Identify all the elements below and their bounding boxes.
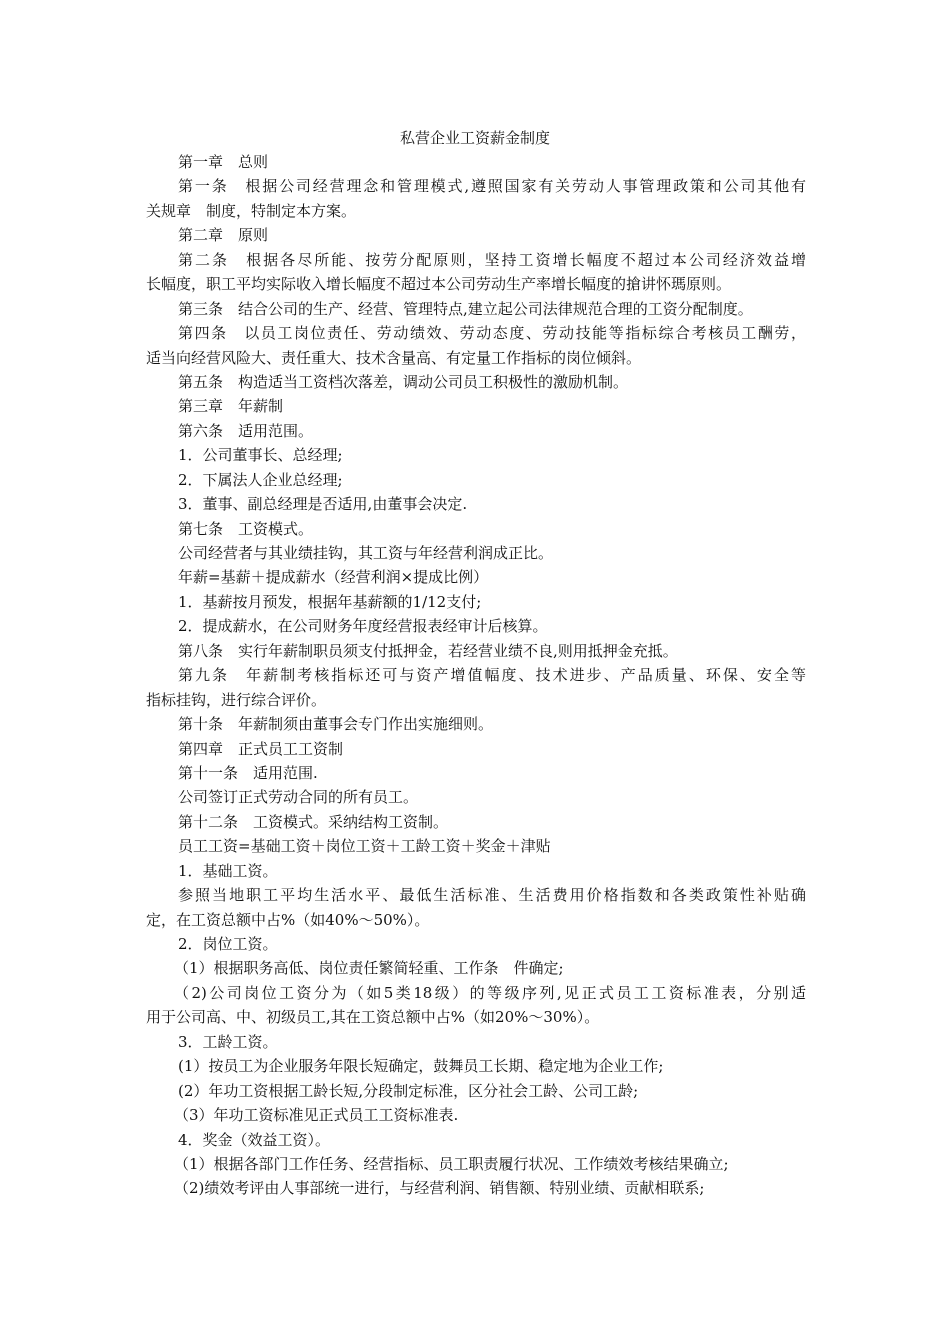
article-line: 第六条 适用范围。 (178, 421, 314, 440)
chapter-heading: 第三章 年薪制 (178, 397, 284, 416)
list-item: 2．岗位工资。 (178, 935, 278, 953)
article-line: 第十条 年薪制须由董事会专门作出实施细则。 (178, 715, 494, 734)
article-line: 第四条 以员工岗位责任、劳动绩效、劳动态度、劳动技能等指标综合考核员工酬劳， (178, 324, 806, 343)
article-line: 第七条 工资模式。 (178, 519, 314, 538)
sub-list-item: (2）年功工资根据工龄长短,分段制定标准，区分社会工龄、公司工龄; (178, 1081, 639, 1100)
list-item: 2．下属法人企业总经理; (178, 470, 343, 489)
sub-list-item: （2)公司岗位工资分为（如5类18级）的等级序列,见正式员工工资标准表，分别适 (174, 983, 806, 1002)
article-line: 第二条 根据各尽所能、按劳分配原则，坚持工资增长幅度不超过本公司经济效益增 (178, 250, 806, 269)
list-item: 3．工龄工资。 (178, 1032, 278, 1051)
article-line: 第一条 根据公司经营理念和管理模式,遵照国家有关劳动人事管理政策和公司其他有 (178, 177, 806, 196)
list-item: 1．基础工资。 (178, 861, 278, 880)
article-line: 第八条 实行年薪制职员须支付抵押金，若经营业绩不良,则用抵押金充抵。 (178, 641, 678, 660)
article-line: 指标挂钩，进行综合评价。 (146, 690, 327, 709)
document-title: 私营企业工资薪金制度 (399, 129, 550, 147)
chapter-heading: 第四章 正式员工工资制 (178, 739, 344, 758)
list-item: 2．提成薪水，在公司财务年度经营报表经审计后核算。 (178, 617, 548, 636)
list-item: 1．基薪按月预发，根据年基薪额的1/12支付; (178, 592, 482, 611)
list-item: 1．公司董事长、总经理; (178, 446, 343, 465)
article-line: 长幅度，职工平均实际收入增长幅度不超过本公司劳动生产率增长幅度的搶讲怀瑪原则。 (146, 275, 732, 294)
list-item: 3．董事、副总经理是否适用,由董事会决定. (178, 495, 468, 514)
article-line: 第十二条 工资模式。采纳结构工资制。 (178, 812, 449, 831)
article-line: 关规章 制度，特制定本方案。 (146, 201, 357, 220)
article-line: 第三条 结合公司的生产、经营、管理特点,建立起公司法律规范合理的工资分配制度。 (178, 299, 753, 318)
article-line: 适当向经营风险大、责任重大、技术含量高、有定量工作指标的岗位倾斜。 (146, 348, 642, 367)
paragraph-line: 定，在工资总额中占%（如40%～50%）。 (146, 910, 430, 929)
paragraph-line: 公司签订正式劳动合同的所有员工。 (178, 788, 419, 807)
article-line: 第十一条 适用范围. (178, 763, 318, 782)
sub-list-item: （1）根据各部门工作任务、经营指标、员工职责履行状况、工作绩效考核结果确立; (174, 1154, 729, 1173)
sub-list-item: (1）按员工为企业服务年限长短确定，鼓舞员工长期、稳定地为企业工作; (178, 1057, 664, 1076)
article-line: 第五条 构造适当工资档次落差，调动公司员工积极性的激励机制。 (178, 372, 629, 391)
paragraph-line: 参照当地职工平均生活水平、最低生活标准、生活费用价格指数和各类政策性补贴确 (178, 886, 806, 905)
sub-list-item: 用于公司高、中、初级员工,其在工资总额中占%（如20%～30%）。 (146, 1008, 600, 1027)
formula-line: 员工工资=基础工资＋岗位工资＋工龄工资＋奖金＋津贴 (178, 837, 551, 856)
sub-list-item: （2)绩效考评由人事部统一进行，与经营利润、销售额、特别业绩、贡献相联系; (174, 1179, 705, 1198)
document-body (146, 150, 806, 1201)
list-item: 4．奖金（效益工资）。 (178, 1130, 331, 1149)
chapter-heading: 第二章 原则 (178, 226, 269, 245)
article-line: 第九条 年薪制考核指标还可与资产增值幅度、技术进步、产品质量、环保、安全等 (178, 666, 806, 685)
chapter-heading: 第一章 总则 (178, 153, 269, 171)
paragraph-line: 公司经营者与其业绩挂钩，其工资与年经营利润成正比。 (178, 544, 554, 562)
sub-list-item: （1）根据职务高低、岗位责任繁简轻重、工作条 件确定; (174, 959, 564, 978)
sub-list-item: （3）年功工资标准见正式员工工资标准表. (174, 1106, 459, 1125)
formula-line: 年薪=基薪＋提成薪水（经营利润×提成比例） (178, 568, 489, 587)
